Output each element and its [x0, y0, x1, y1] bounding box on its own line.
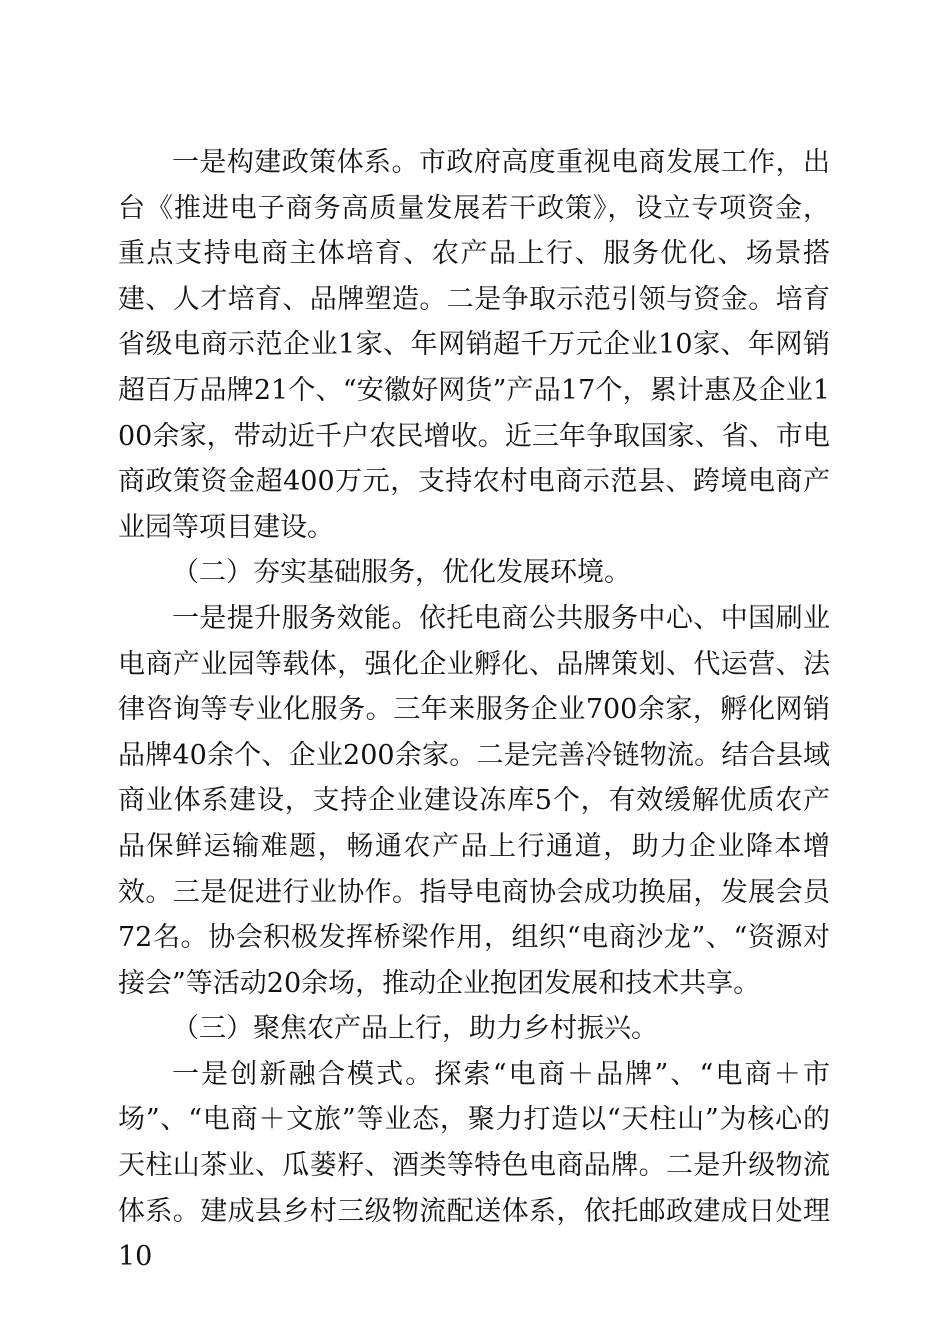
document-body: [118, 140, 830, 1280]
paragraph-policy-system: 一是构建政策体系。市政府高度重视电商发展工作，出台《推进电子商务高质量发展若干政策》，设立专项资金，重点支持电商主体培育、农产品上行、服务优化、场景搭建、人才培育、品牌塑造。二是争取示范引领与资金。培育省级电商示范企业1家、年网销超千万元企业10家、年网销超百万品牌21个、“安徽好网货”产品17个，累计惠及企业100余家，带动近千户农民增收。近三年争取国家、省、市电商政策资金超400万元，支持农村电商示范县、跨境电商产业园等项目建设。: [118, 147, 830, 543]
section-heading-3: （三）聚焦农产品上行，助力乡村振兴。: [172, 1013, 658, 1045]
section-heading-2: （二）夯实基础服务，优化发展环境。: [172, 557, 631, 589]
paragraph-basic-services: 一是提升服务效能。依托电商公共服务中心、中国刷业电商产业园等载体，强化企业孵化、品牌策划、代运营、法律咨询等专业化服务。三年来服务企业700余家，孵化网销品牌40余个、企业200余家。二是完善冷链物流。结合县域商业体系建设，支持企业建设冻库5个，有效缓解优质农产品保鲜运输难题，畅通农产品上行通道，助力企业降本增效。三是促进行业协作。指导电商协会成功换届，发展会员72名。协会积极发挥桥梁作用，组织“电商沙龙”、“资源对接会”等活动20余场，推动企业抱团发展和技术共享。: [118, 602, 830, 999]
paragraph-agri-products: 一是创新融合模式。探索“电商＋品牌”、“电商＋市场”、“电商＋文旅”等业态，聚力打造以“天柱山”为核心的天柱山茶业、瓜蒌籽、酒类等特色电商品牌。二是升级物流体系。建成县乡村三级物流配送体系，依托邮政建成日处理10: [118, 1058, 830, 1273]
